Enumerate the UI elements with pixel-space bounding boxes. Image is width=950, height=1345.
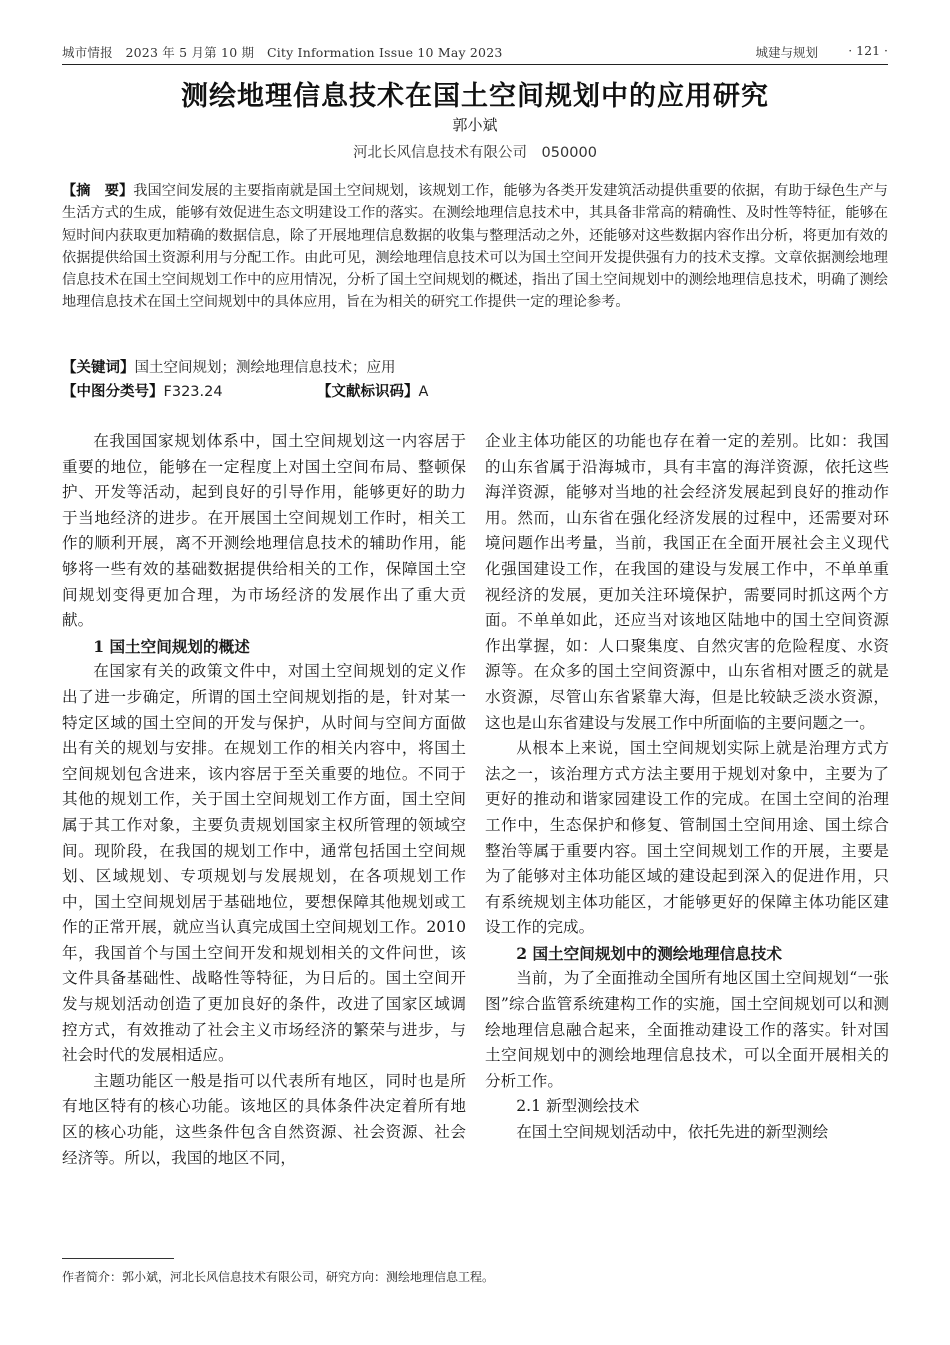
section-heading-1: 1 国土空间规划的概述 — [93, 636, 250, 656]
author-footnote: 作者简介：郭小斌，河北长风信息技术有限公司，研究方向：测绘地理信息工程。 — [62, 1270, 495, 1284]
right-column — [485, 429, 889, 1146]
body-paragraph-continued: 企业主体功能区的功能也存在着一定的差别。比如：我国的山东省属于沿海城市，具有丰富的海洋资源，依托这些海洋资源，能够对当地的社会经济发展起到良好的推动作用。然而，山东省在强化经济发展的过程中，还需要对环境问题作出考量，当前，我国正在全面开展社会主义现代化强国建设工作，在我国的建设与发展工作中，不单单重视经济的发展，更加关注环境保护，需要同时抓这两个方面。不单单如此，还应当对该地区陆地中的国土空间资源作出掌握，如：人口聚集度、自然灾害的危险程度、水资源等。在众多的国土空间资源中，山东省相对匮乏的就是水资源，尽管山东省紧靠大海，但是比较缺乏淡水资源，这也是山东省建设与发展工作中所面临的主要问题之一。 — [485, 432, 889, 732]
keywords — [62, 356, 888, 377]
clc-label: 【中图分类号】 — [62, 384, 164, 400]
body-paragraph: 主题功能区一般是指可以代表所有地区，同时也是所有地区特有的核心功能。该地区的具体条件决定着所有地区的核心功能，这些条件包含自然资源、社会资源、社会经济等。所以，我国的地区不同， — [62, 1071, 466, 1167]
journal-info: 城市情报 2023 年 5 月第 10 期 City Information Issue 10 May 2023 — [62, 45, 503, 60]
body-paragraph: 从根本上来说，国土空间规划实际上就是治理方式方法之一，该治理方式方法主要用于规划对象中，主要为了更好的推动和谐家园建设工作的完成。在国土空间的治理工作中，生态保护和修复、管制国土空间用途、国土综合整治等属于重要内容。国土空间规划工作的开展，主要是为了能够对主体功能区域的建设起到深入的促进作用，只有系统规划主体功能区，才能够更好的保障主体功能区建设工作的完成。 — [485, 739, 889, 937]
author-affiliation: 河北长风信息技术有限公司 050000 — [353, 145, 597, 161]
body-paragraph: 当前，为了全面推动全国所有地区国土空间规划“一张图”综合监管系统建构工作的实施，国土空间规划可以和测绘地理信息融合起来，全面推动建设工作的落实。针对国土空间规划中的测绘地理信息技术，可以全面开展相关的分析工作。 — [485, 969, 889, 1090]
keywords-text: 国土空间规划；测绘地理信息技术；应用 — [134, 360, 396, 376]
classification-line — [62, 380, 888, 401]
abstract-text: 我国空间发展的主要指南就是国土空间规划，该规划工作，能够为各类开发建筑活动提供重要的依据，有助于绿色生产与生活方式的生成，能够有效促进生态文明建设工作的落实。在测绘地理信息技术中，其具备非常高的精确性、及时性等特征，能够在短时间内获取更加精确的数据信息，除了开展地理信息数据的收集与整理活动之外，还能够对这些数据内容作出分析，将更加有效的依据提供给国土资源利用与分配工作。由此可见，测绘地理信息技术可以为国土空间开发提供强有力的技术支撑。文章依据测绘地理信息技术在国土空间规划工作中的应用情况，分析了国土空间规划的概述，指出了国土空间规划中的测绘地理信息技术，明确了测绘地理信息技术在国土空间规划中的具体应用，旨在为相关的研究工作提供一定的理论参考。 — [62, 183, 888, 311]
keywords-label: 【关键词】 — [62, 360, 135, 376]
left-column — [62, 429, 466, 1171]
page-number: · 121 · — [848, 43, 888, 58]
article-title: 测绘地理信息技术在国土空间规划中的应用研究 — [181, 81, 769, 112]
abstract — [62, 180, 888, 314]
body-paragraph: 在国土空间规划活动中，依托先进的新型测绘 — [516, 1123, 829, 1142]
document-code — [317, 380, 428, 401]
abstract-label: 【摘 要】 — [62, 183, 134, 199]
body-paragraph: 在国家有关的政策文件中，对国土空间规划的定义作出了进一步确定，所谓的国土空间规划指的是，针对某一特定区域的国土空间的开发与保护，从时间与空间方面做出有关的规划与安排。在规划工作的相关内容中，将国土空间规划包含进来，该内容居于至关重要的地位。不同于其他的规划工作，关于国土空间规划工作方面，国土空间属于其工作对象，主要负责规划国家主权所管理的领域空间。现阶段，在我国的规划工作中，通常包括国土空间规划、区域规划、专项规划与发展规划，在各项规划工作中，国土空间规划居于基础地位，要想保障其他规划或工作的正常开展，就应当认真完成国土空间规划工作。2010 年，我国首个与国土空间开发和规划相关的文件问世，该文件具备基础性、战略性等特征，为日后的。国土空间开发与规划活动创造了更加良好的条件，改进了国家区域调控方式，有效推动了社会主义市场经济的繁荣与进步，与社会时代的发展相适应。 — [62, 662, 466, 1065]
subsection-heading-2-1: 2.1 新型测绘技术 — [516, 1097, 640, 1116]
doc-code-value: A — [418, 384, 429, 400]
body-paragraph: 在我国国家规划体系中，国土空间规划这一内容居于重要的地位，能够在一定程度上对国土空间布局、整顿保护、开发等活动，起到良好的引导作用，能够更好的助力于当地经济的进步。在开展国土空间规划工作时，相关工作的顺利开展，离不开测绘地理信息技术的辅助作用，能够将一些有效的基础数据提供给相关的工作，保障国土空间规划变得更加合理，为市场经济的发展作出了重大贡献。 — [62, 432, 466, 630]
clc-value: F323.24 — [163, 384, 223, 400]
section-name: 城建与规划 — [755, 45, 818, 60]
section-heading-2: 2 国土空间规划中的测绘地理信息技术 — [516, 943, 782, 963]
footnote-rule — [62, 1258, 174, 1259]
running-header — [62, 40, 888, 65]
author-name: 郭小斌 — [452, 116, 498, 134]
doc-code-label: 【文献标识码】 — [317, 384, 419, 400]
